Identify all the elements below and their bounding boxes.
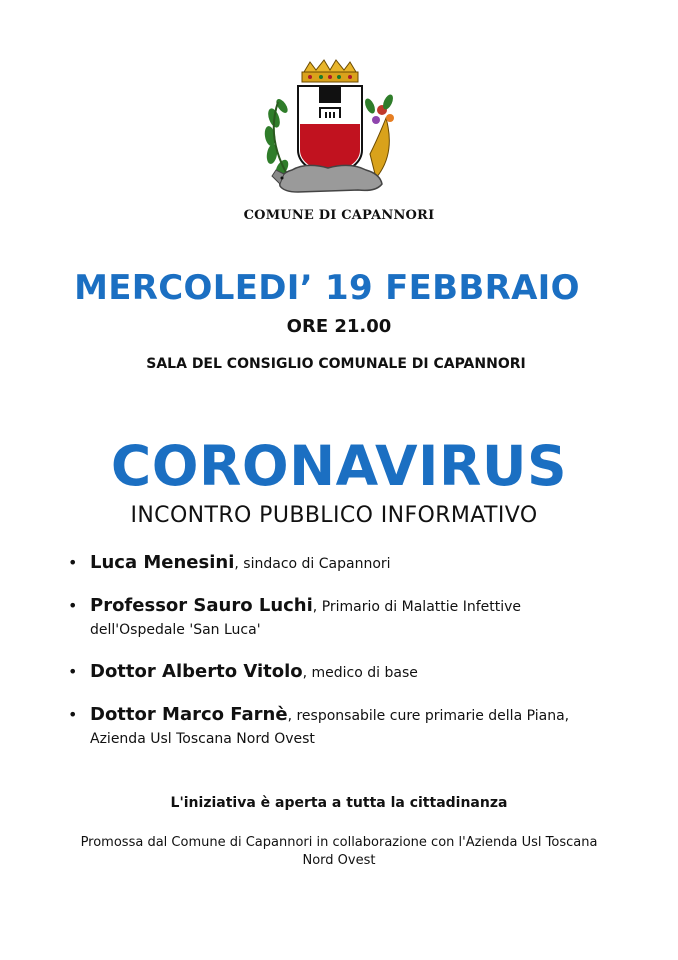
speaker-name: Dottor Alberto Vitolo	[90, 661, 303, 682]
laurel-branch-icon	[263, 97, 290, 178]
speaker-role: , Primario di Malattie Infettive dell'Ospedale 'San Luca'	[90, 599, 522, 638]
speaker-role: , medico di base	[302, 665, 418, 681]
bullet-icon: •	[68, 553, 78, 572]
speaker-item	[60, 595, 620, 641]
speaker-item	[60, 704, 620, 750]
bullet-icon: •	[68, 596, 78, 615]
wolf-icon	[272, 165, 382, 192]
subtitle: INCONTRO PUBBLICO INFORMATIVO	[130, 503, 538, 528]
event-date: MERCOLEDI’ 19 FEBBRAIO	[74, 268, 580, 308]
speaker-name: Professor Sauro Luchi	[90, 595, 313, 616]
speaker-name: Luca Menesini	[90, 552, 235, 573]
promoted-by-note: Promossa dal Comune di Capannori in collaborazione con l'Azienda Usl Toscana Nord Ovest	[80, 835, 598, 868]
organization-name: COMUNE DI CAPANNORI	[243, 208, 435, 223]
bullet-icon: •	[68, 662, 78, 681]
coat-of-arms	[258, 58, 402, 200]
speaker-role: , responsabile cure primarie della Piana, Azienda Usl Toscana Nord Ovest	[90, 708, 570, 747]
event-venue: SALA DEL CONSIGLIO COMUNALE DI CAPANNORI	[146, 356, 526, 372]
event-time: ORE 21.00	[286, 316, 392, 337]
crown-icon	[302, 60, 358, 82]
bullet-icon: •	[68, 705, 78, 724]
speaker-item	[60, 661, 620, 684]
speaker-name: Dottor Marco Farnè	[90, 704, 288, 725]
speaker-list	[60, 552, 620, 770]
open-to-public-note: L'iniziativa è aperta a tutta la cittadinanza	[170, 795, 508, 811]
shield-icon	[298, 86, 362, 176]
headline-title: CORONAVIRUS	[110, 434, 568, 498]
cornucopia-icon	[363, 93, 395, 178]
speaker-role: , sindaco di Capannori	[234, 556, 391, 572]
speaker-item	[60, 552, 620, 575]
